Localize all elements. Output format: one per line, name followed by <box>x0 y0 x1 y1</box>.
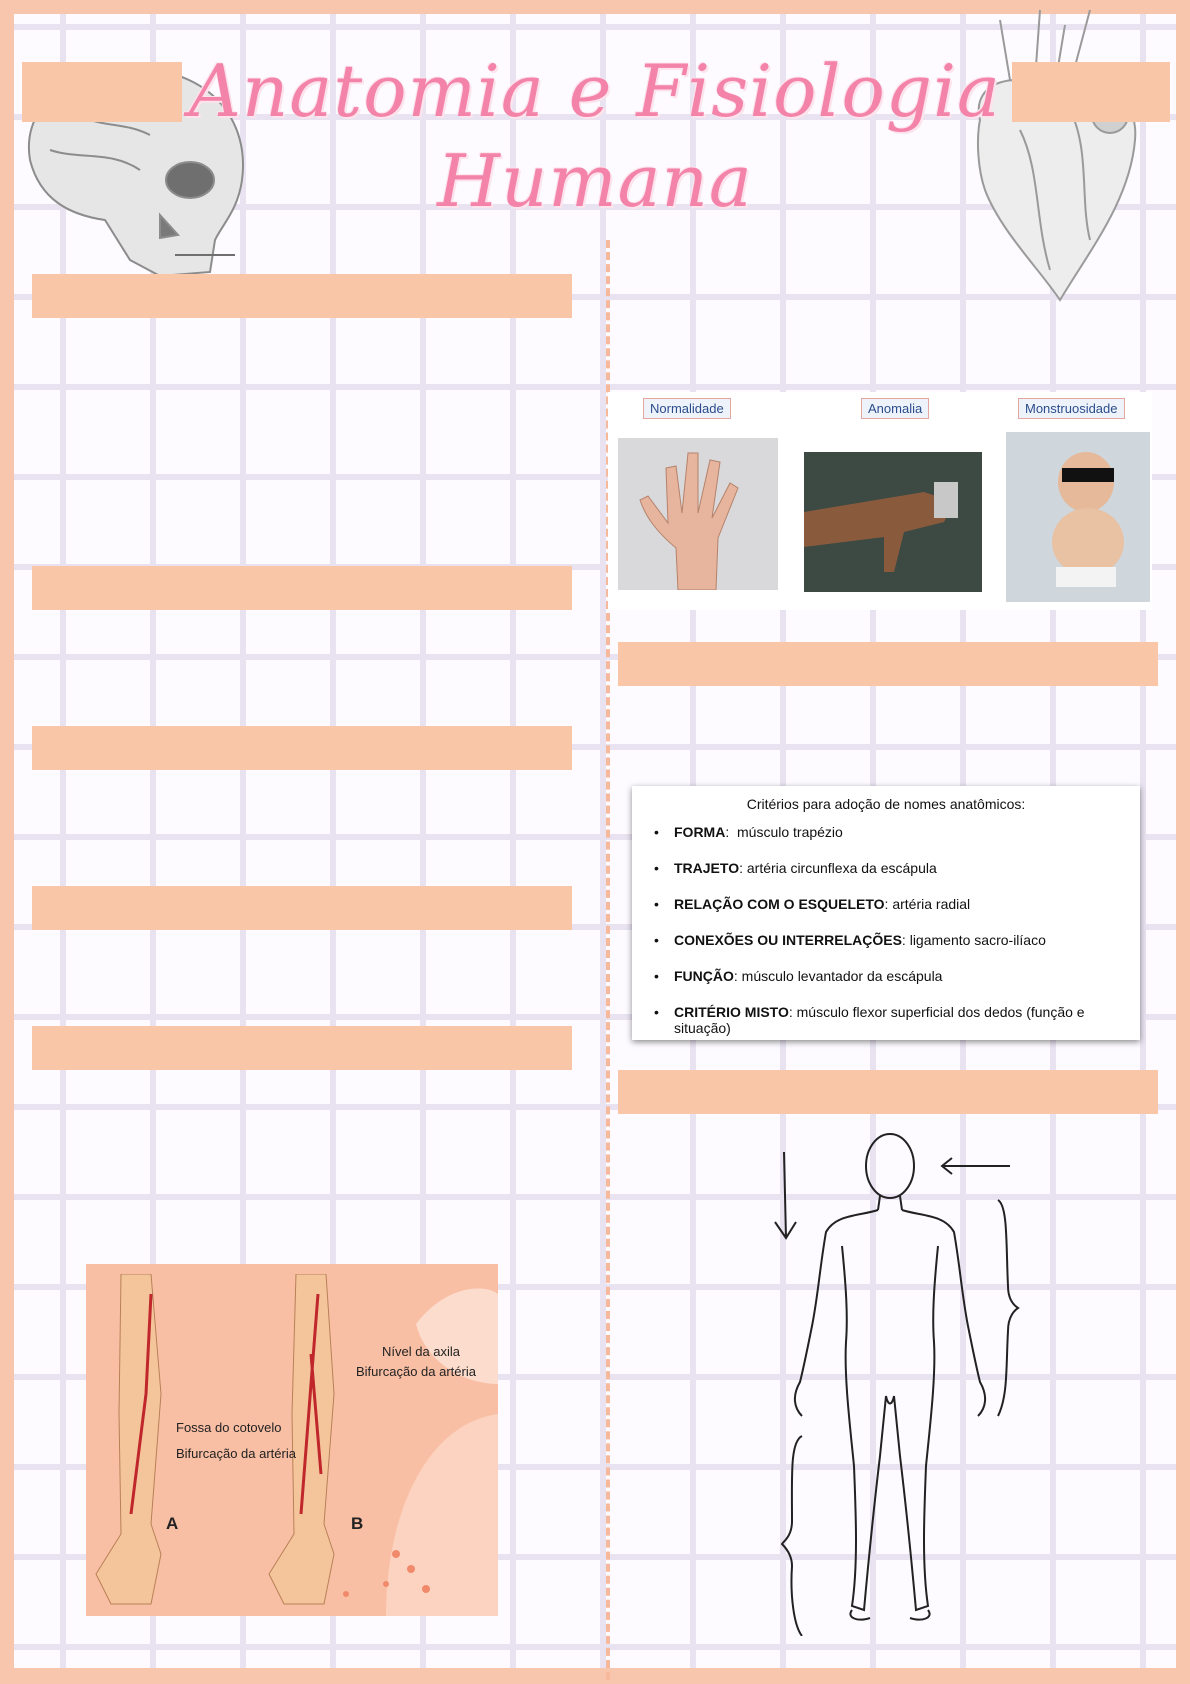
criteria-item: • FORMA: músculo trapézio <box>652 824 1138 860</box>
arm-label-a: A <box>166 1514 179 1533</box>
criteria-item: • CRITÉRIO MISTO: músculo flexor superficial dos dedos (função e situação) <box>652 1004 1138 1040</box>
arm-label-b: B <box>351 1514 364 1533</box>
page-title: Anatomia e Fisiologia <box>189 49 1001 133</box>
arm-label-fossa: Fossa do cotovelo <box>176 1420 282 1435</box>
arm-b-illustration <box>266 1274 376 1614</box>
section-bar-7 <box>618 1070 1158 1114</box>
criteria-item: • TRAJETO: artéria circunflexa da escápula <box>652 860 1138 896</box>
criteria-list <box>652 824 1138 1040</box>
label-anomalia: Anomalia <box>861 398 929 419</box>
arm-a-illustration <box>91 1274 201 1614</box>
section-bar-1 <box>32 274 572 318</box>
criteria-item: • CONEXÕES OU INTERRELAÇÕES: ligamento sacro-ilíaco <box>652 932 1138 968</box>
section-bar-5 <box>32 1026 572 1070</box>
section-bar-2 <box>32 566 572 610</box>
hand-anomaly-photo <box>804 452 982 592</box>
baby-photo <box>1006 432 1150 602</box>
arm-label-bifurcation-a: Bifurcação da artéria <box>176 1446 296 1461</box>
section-bar-6 <box>618 642 1158 686</box>
criteria-item: • RELAÇÃO COM O ESQUELETO: artéria radial <box>652 896 1138 932</box>
section-bar-4 <box>32 886 572 930</box>
body-figure <box>770 1126 1020 1636</box>
criteria-box <box>632 786 1140 1040</box>
arm-label-bifurcation-b: Bifurcação da artéria <box>356 1364 476 1379</box>
arm-arteries-figure <box>86 1264 498 1616</box>
page-title-line2: Humana <box>437 139 753 223</box>
section-bar-3 <box>32 726 572 770</box>
variation-photos <box>608 392 1152 610</box>
hand-normal-photo <box>618 438 778 590</box>
criteria-item: • FUNÇÃO: músculo levantador da escápula <box>652 968 1138 1004</box>
label-monstruosidade: Monstruosidade <box>1018 398 1125 419</box>
criteria-title: Critérios para adoção de nomes anatômicos: <box>746 796 1026 812</box>
label-normalidade: Normalidade <box>643 398 731 419</box>
arm-label-axilla: Nível da axila <box>382 1344 461 1359</box>
